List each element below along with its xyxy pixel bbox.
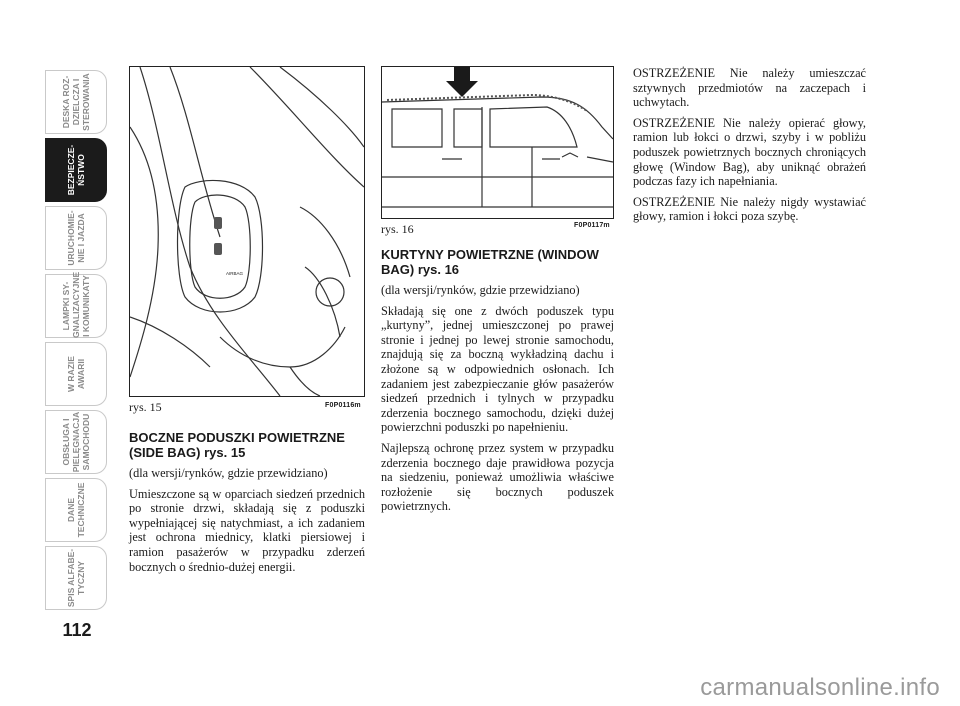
section-subtitle: (dla wersji/rynków, gdzie przewidziano) [129,466,328,480]
paragraph: Składają się one z dwóch poduszek typu „kurtyny”, jednej umieszczonej po prawej stronie i jednej po lewej stronie samochodu, znajdują się za boczną wykładziną dachu i złożone są w odpowiednich osłonach. Ich zadaniem jest zabezpieczanie głów pasażerów siedzeń przednich i tylnych w przypadku zderzenia bocznego samochodu, dzięki dużej powierzchni poduszki po napełnieniu. [381,303,614,435]
tab-label: DANE TECHNICZNE [66,482,86,538]
airbag-label: AIRBAG [226,271,244,276]
figure-caption: rys. 15 [129,400,162,414]
tab-label: URUCHOMIE- NIE I JAZDA [66,210,86,266]
figure-caption: rys. 16 [381,222,414,236]
tab-spis-alfabetyczny[interactable] [45,546,107,610]
arrow-icon [446,67,478,97]
section-subtitle: (dla wersji/rynków, gdzie przewidziano) [381,283,580,297]
right-column [633,66,866,230]
figure-window-bag [381,66,614,219]
tab-deska-rozdzielcza[interactable] [45,70,107,134]
paragraph: Najlepszą ochronę przez system w przypadku zderzenia bocznego daje prawidłowa pozycja na siedzeniu, ponieważ umożliwia właściwe rozłożenie się bocznych poduszek powietrznych. [381,440,614,514]
tab-uruchomienie[interactable] [45,206,107,270]
tab-label: SPIS ALFABE- TYCZNY [66,548,86,608]
warning-text: OSTRZEŻENIE Nie należy opierać głowy, ramion lub łokci o drzwi, szyby i w pobliżu poduszek powietrznych bocznych chroniących głowę (Window Bag), aby uniknąć obrażeń podczas fazy ich napełniania. [633,115,866,189]
warning-text: OSTRZEŻENIE Nie należy umieszczać sztywnych przedmiotów na zaczepach i uchwytach. [633,66,866,110]
section-heading: BOCZNE PODUSZKI POWIETRZNE (SIDE BAG) rys. 15 [129,430,345,460]
middle-column [381,247,614,520]
tab-label: LAMPKI SY- GNALIZACYJNE I KOMUNIKATY [61,271,91,338]
tab-lampki[interactable] [45,271,107,338]
tab-label: W RAZIE AWARII [66,356,86,392]
tab-label: BEZPIECZE- ŃSTWO [66,144,86,196]
van-illustration [382,67,613,218]
seat-illustration [130,67,364,396]
watermark: carmanualsonline.info [700,674,940,701]
tab-w-razie-awarii[interactable] [45,342,107,406]
paragraph: Umieszczone są w oparciach siedzeń przednich po stronie drzwi, składają się z poduszki wypełniającej się natychmiast, a ich zadaniem jest ochrona miednicy, klatki piersiowej i ramion pasażerów w przypadku zderzeń bocznych o średnio-dużej energii. [129,486,365,574]
figure-side-bag [129,66,365,397]
tab-label: OBSŁUGA I PIELĘGNACJA SAMOCHODU [61,411,91,473]
left-column [129,430,365,580]
tab-obsluga[interactable] [45,410,107,474]
figure-code: F0P0116m [325,402,361,409]
tab-label: DESKA ROZ- DZIELCZA I STEROWANIA [61,73,91,131]
tab-bezpieczenstwo[interactable] [45,138,107,202]
page-number: 112 [62,620,92,640]
section-heading: KURTYNY POWIETRZNE (WINDOW BAG) rys. 16 [381,247,599,277]
figure-code: F0P0117m [574,222,610,229]
tab-dane-techniczne[interactable] [45,478,107,542]
warning-text: OSTRZEŻENIE Nie należy nigdy wystawiać głowy, ramion i łokci poza szybę. [633,194,866,224]
